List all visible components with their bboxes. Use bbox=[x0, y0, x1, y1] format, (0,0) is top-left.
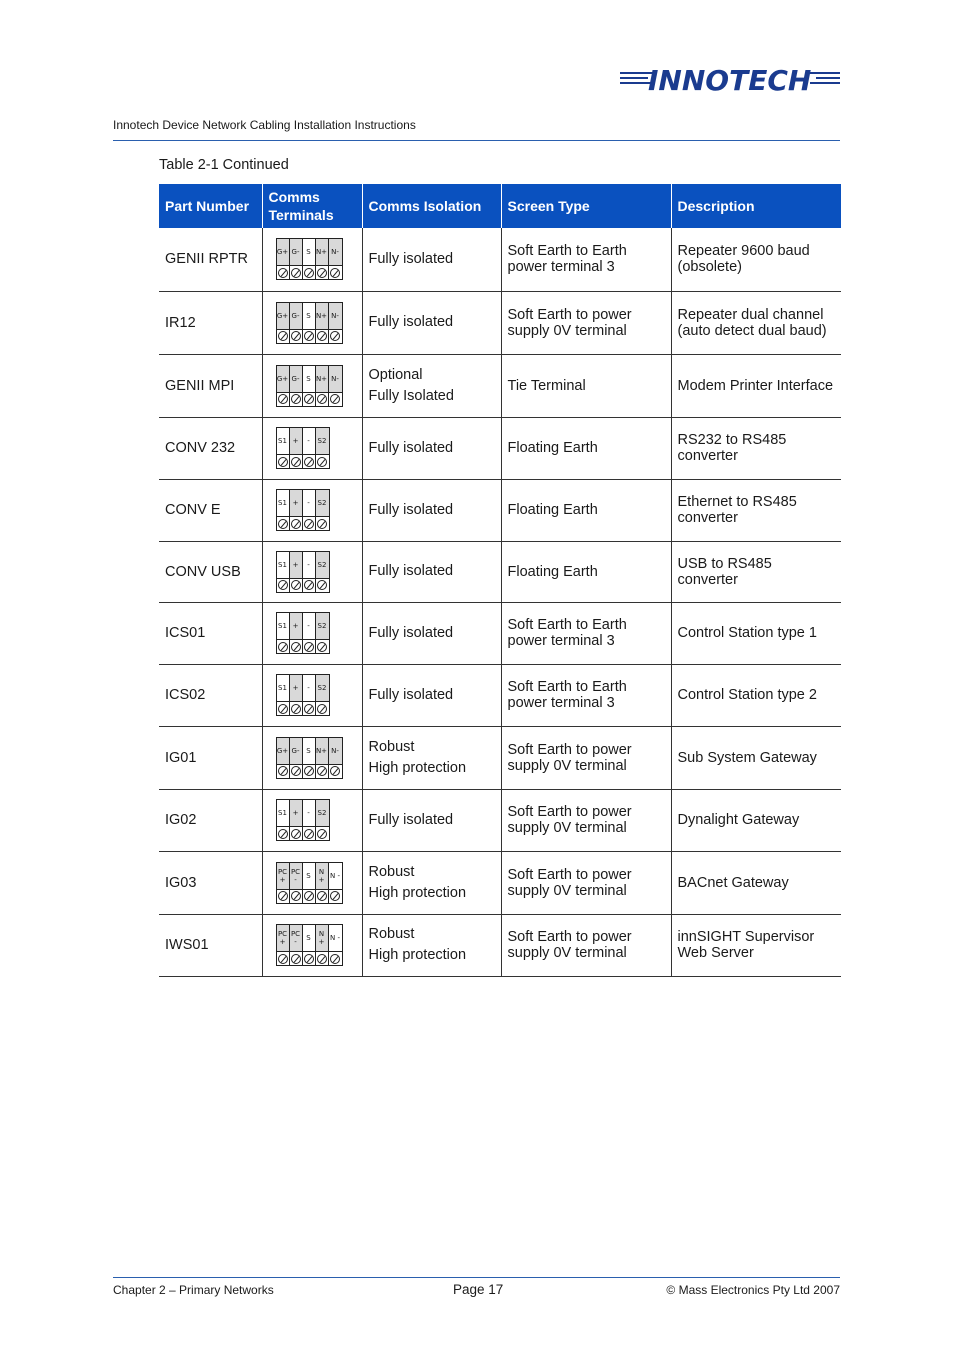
comms-terminals-cell bbox=[262, 541, 362, 602]
screw-terminal-icon bbox=[303, 827, 316, 840]
screw-terminal-icon bbox=[277, 517, 290, 530]
terminal-block-diagram bbox=[276, 924, 343, 966]
footer-chapter: Chapter 2 – Primary Networks bbox=[113, 1283, 274, 1297]
document-title: Innotech Device Network Cabling Installation Instructions bbox=[113, 118, 416, 132]
description-cell: USB to RS485 converter bbox=[671, 541, 841, 602]
footer-copyright: © Mass Electronics Pty Ltd 2007 bbox=[666, 1283, 840, 1297]
comms-terminals-cell bbox=[262, 291, 362, 354]
screw-terminal-icon bbox=[303, 517, 316, 530]
comms-terminals-cell bbox=[262, 914, 362, 976]
table-row bbox=[159, 541, 841, 602]
screw-terminal-icon bbox=[277, 827, 290, 840]
terminal-label: S2 bbox=[316, 613, 329, 639]
part-number-cell: CONV 232 bbox=[159, 417, 262, 479]
screen-type-cell: Soft Earth to power supply 0V terminal bbox=[501, 851, 671, 914]
terminal-label: G- bbox=[290, 366, 303, 392]
comms-terminals-cell bbox=[262, 789, 362, 851]
terminal-label: + bbox=[290, 675, 303, 701]
screen-type-cell: Soft Earth to power supply 0V terminal bbox=[501, 291, 671, 354]
part-number-cell: IG02 bbox=[159, 789, 262, 851]
screw-terminal-icon bbox=[277, 393, 290, 406]
screw-terminal-icon bbox=[329, 765, 342, 778]
terminal-block-diagram bbox=[276, 365, 343, 407]
table-row bbox=[159, 228, 841, 291]
screw-terminal-icon bbox=[277, 640, 290, 653]
terminal-block-diagram bbox=[276, 737, 343, 779]
terminal-label: S bbox=[303, 925, 316, 951]
description-cell: BACnet Gateway bbox=[671, 851, 841, 914]
comms-isolation-cell bbox=[362, 602, 501, 664]
terminal-label: S1 bbox=[277, 552, 290, 578]
screw-terminal-icon bbox=[277, 579, 290, 592]
screw-terminal-icon bbox=[316, 890, 329, 903]
description-cell: innSIGHT Supervisor Web Server bbox=[671, 914, 841, 976]
screw-terminal-icon bbox=[290, 827, 303, 840]
comms-terminals-cell bbox=[262, 417, 362, 479]
table-row bbox=[159, 726, 841, 789]
isolation-line: Fully isolated bbox=[368, 811, 454, 828]
screw-terminal-icon bbox=[290, 702, 303, 715]
screen-type-cell: Soft Earth to Earth power terminal 3 bbox=[501, 602, 671, 664]
table-row bbox=[159, 479, 841, 541]
screw-terminal-icon bbox=[290, 640, 303, 653]
screw-terminal-icon bbox=[316, 702, 329, 715]
terminal-label: S bbox=[303, 863, 316, 889]
terminal-label: N+ bbox=[316, 738, 329, 764]
comms-isolation-cell bbox=[362, 479, 501, 541]
table-row bbox=[159, 851, 841, 914]
isolation-line: Fully isolated bbox=[368, 439, 454, 456]
description-cell: Control Station type 1 bbox=[671, 602, 841, 664]
terminal-label: S1 bbox=[277, 428, 290, 454]
screw-terminal-icon bbox=[290, 393, 303, 406]
terminal-block-diagram bbox=[276, 427, 330, 469]
terminal-block-diagram bbox=[276, 238, 343, 280]
isolation-line: Robust bbox=[368, 738, 415, 755]
terminal-label: S2 bbox=[316, 428, 329, 454]
terminal-label: S2 bbox=[316, 552, 329, 578]
terminal-block-diagram bbox=[276, 799, 330, 841]
terminal-label: G+ bbox=[277, 303, 290, 329]
header-part-number: Part Number bbox=[159, 184, 262, 228]
terminal-label: G- bbox=[290, 239, 303, 265]
screw-terminal-icon bbox=[316, 640, 329, 653]
terminal-label: S bbox=[303, 303, 316, 329]
terminal-label: N+ bbox=[316, 239, 329, 265]
part-number-cell: IG03 bbox=[159, 851, 262, 914]
part-number-cell: GENII RPTR bbox=[159, 228, 262, 291]
screw-terminal-icon bbox=[316, 765, 329, 778]
screw-terminal-icon bbox=[303, 455, 316, 468]
innotech-logo-text: INNOTECH bbox=[648, 64, 812, 94]
terminal-block-diagram bbox=[276, 551, 330, 593]
terminal-block-diagram bbox=[276, 489, 330, 531]
terminal-block-diagram bbox=[276, 612, 330, 654]
screw-terminal-icon bbox=[303, 266, 316, 279]
terminal-label: + bbox=[290, 613, 303, 639]
terminal-label: S bbox=[303, 366, 316, 392]
header-comms-terminals: Comms Terminals bbox=[262, 184, 362, 228]
table-header-row bbox=[159, 184, 841, 228]
comms-isolation-cell bbox=[362, 541, 501, 602]
description-cell: Ethernet to RS485 converter bbox=[671, 479, 841, 541]
part-number-cell: GENII MPI bbox=[159, 354, 262, 417]
comms-isolation-cell bbox=[362, 228, 501, 291]
terminal-label: N + bbox=[316, 863, 329, 889]
terminal-label: S1 bbox=[277, 490, 290, 516]
description-cell: Modem Printer Interface bbox=[671, 354, 841, 417]
screw-terminal-icon bbox=[290, 517, 303, 530]
terminal-label: + bbox=[290, 490, 303, 516]
table-row bbox=[159, 789, 841, 851]
description-cell: Dynalight Gateway bbox=[671, 789, 841, 851]
terminal-label: - bbox=[303, 490, 316, 516]
screw-terminal-icon bbox=[316, 827, 329, 840]
table-row bbox=[159, 417, 841, 479]
terminal-label: - bbox=[303, 552, 316, 578]
terminal-label: - bbox=[303, 613, 316, 639]
terminal-label: G- bbox=[290, 303, 303, 329]
comms-terminals-cell bbox=[262, 602, 362, 664]
terminal-label: S1 bbox=[277, 613, 290, 639]
terminal-label: N - bbox=[330, 871, 340, 880]
terminal-label: G+ bbox=[277, 366, 290, 392]
part-number-cell: IWS01 bbox=[159, 914, 262, 976]
header-description: Description bbox=[671, 184, 841, 228]
terminal-label: - bbox=[303, 800, 316, 826]
isolation-line: Robust bbox=[368, 863, 415, 880]
isolation-line: Fully isolated bbox=[368, 250, 454, 267]
terminal-label: N + bbox=[316, 925, 329, 951]
screw-terminal-icon bbox=[316, 330, 329, 343]
screen-type-cell: Soft Earth to power supply 0V terminal bbox=[501, 726, 671, 789]
comms-terminals-cell bbox=[262, 228, 362, 291]
comms-terminals-cell bbox=[262, 354, 362, 417]
table-caption: Table 2-1 Continued bbox=[159, 157, 289, 173]
table-row bbox=[159, 291, 841, 354]
screw-terminal-icon bbox=[303, 765, 316, 778]
terminal-block-diagram bbox=[276, 674, 330, 716]
terminal-label: S2 bbox=[316, 675, 329, 701]
description-cell: RS232 to RS485 converter bbox=[671, 417, 841, 479]
screw-terminal-icon bbox=[277, 765, 290, 778]
screen-type-cell: Soft Earth to Earth power terminal 3 bbox=[501, 228, 671, 291]
description-cell: Control Station type 2 bbox=[671, 664, 841, 726]
header-screen-type: Screen Type bbox=[501, 184, 671, 228]
comms-terminals-cell bbox=[262, 851, 362, 914]
screw-terminal-icon bbox=[316, 266, 329, 279]
part-number-cell: CONV USB bbox=[159, 541, 262, 602]
terminal-label: N - bbox=[330, 934, 340, 942]
screen-type-cell: Floating Earth bbox=[501, 417, 671, 479]
footer-page-number: Page 17 bbox=[453, 1282, 504, 1297]
screw-terminal-icon bbox=[290, 266, 303, 279]
part-number-cell: ICS02 bbox=[159, 664, 262, 726]
screw-terminal-icon bbox=[316, 517, 329, 530]
isolation-line: Robust bbox=[368, 926, 415, 942]
innotech-logo bbox=[620, 64, 840, 94]
screw-terminal-icon bbox=[316, 455, 329, 468]
terminal-label: N+ bbox=[316, 303, 329, 329]
description-cell: Sub System Gateway bbox=[671, 726, 841, 789]
terminal-label: - bbox=[303, 428, 316, 454]
terminal-label: G- bbox=[290, 738, 303, 764]
terminal-label: - bbox=[303, 675, 316, 701]
screw-terminal-icon bbox=[290, 330, 303, 343]
screw-terminal-icon bbox=[277, 952, 290, 965]
screw-terminal-icon bbox=[303, 330, 316, 343]
screw-terminal-icon bbox=[290, 952, 303, 965]
screw-terminal-icon bbox=[329, 952, 342, 965]
isolation-line: Fully isolated bbox=[368, 686, 454, 703]
screw-terminal-icon bbox=[290, 890, 303, 903]
comms-isolation-cell bbox=[362, 417, 501, 479]
screw-terminal-icon bbox=[316, 579, 329, 592]
screw-terminal-icon bbox=[277, 890, 290, 903]
isolation-line: Optional bbox=[368, 366, 423, 383]
terminal-label: + bbox=[290, 800, 303, 826]
screw-terminal-icon bbox=[277, 330, 290, 343]
terminal-label: G+ bbox=[277, 239, 290, 265]
part-number-cell: CONV E bbox=[159, 479, 262, 541]
screw-terminal-icon bbox=[303, 579, 316, 592]
screw-terminal-icon bbox=[316, 952, 329, 965]
comms-isolation-cell bbox=[362, 914, 501, 976]
screw-terminal-icon bbox=[329, 393, 342, 406]
screw-terminal-icon bbox=[329, 890, 342, 903]
comms-isolation-cell bbox=[362, 354, 501, 417]
screen-type-cell: Floating Earth bbox=[501, 541, 671, 602]
screw-terminal-icon bbox=[303, 702, 316, 715]
screen-type-cell: Floating Earth bbox=[501, 479, 671, 541]
isolation-line: Fully Isolated bbox=[368, 387, 454, 404]
terminal-label: N+ bbox=[316, 366, 329, 392]
comms-isolation-cell bbox=[362, 851, 501, 914]
comms-isolation-cell bbox=[362, 291, 501, 354]
screen-type-cell: Soft Earth to power supply 0V terminal bbox=[501, 914, 671, 976]
screw-terminal-icon bbox=[303, 952, 316, 965]
isolation-line: Fully isolated bbox=[368, 563, 454, 579]
screw-terminal-icon bbox=[316, 393, 329, 406]
screw-terminal-icon bbox=[277, 702, 290, 715]
terminal-label: PC + bbox=[277, 925, 290, 951]
terminal-label: S bbox=[303, 738, 316, 764]
isolation-line: Fully isolated bbox=[368, 314, 454, 330]
terminal-block-diagram bbox=[276, 862, 343, 904]
table-row bbox=[159, 914, 841, 976]
terminal-label: S1 bbox=[277, 675, 290, 701]
terminal-label: PC - bbox=[290, 925, 303, 951]
screw-terminal-icon bbox=[290, 765, 303, 778]
comms-isolation-cell bbox=[362, 789, 501, 851]
terminal-label: N- bbox=[329, 738, 342, 764]
footer-divider bbox=[113, 1277, 840, 1278]
isolation-line: High protection bbox=[368, 884, 467, 901]
isolation-line: Fully isolated bbox=[368, 501, 454, 518]
terminal-label: G+ bbox=[277, 738, 290, 764]
table-row bbox=[159, 354, 841, 417]
terminal-label: PC + bbox=[277, 863, 290, 889]
screen-type-cell: Soft Earth to power supply 0V terminal bbox=[501, 789, 671, 851]
part-number-cell: ICS01 bbox=[159, 602, 262, 664]
isolation-line: High protection bbox=[368, 759, 467, 776]
terminal-label: S2 bbox=[316, 800, 329, 826]
screw-terminal-icon bbox=[303, 393, 316, 406]
screw-terminal-icon bbox=[303, 640, 316, 653]
terminal-label: + bbox=[290, 552, 303, 578]
screw-terminal-icon bbox=[290, 579, 303, 592]
description-cell: Repeater 9600 baud (obsolete) bbox=[671, 228, 841, 291]
screen-type-cell: Tie Terminal bbox=[501, 354, 671, 417]
description-cell: Repeater dual channel (auto detect dual baud) bbox=[671, 291, 841, 354]
comms-isolation-cell bbox=[362, 664, 501, 726]
terminal-label: PC - bbox=[290, 863, 303, 889]
screw-terminal-icon bbox=[303, 890, 316, 903]
terminal-label: N- bbox=[329, 303, 342, 329]
screw-terminal-icon bbox=[290, 455, 303, 468]
isolation-line: Fully isolated bbox=[368, 624, 454, 641]
terminal-label: N- bbox=[329, 239, 342, 265]
terminal-block-diagram bbox=[276, 302, 343, 344]
terminal-label: S2 bbox=[316, 490, 329, 516]
comms-terminals-cell bbox=[262, 479, 362, 541]
screw-terminal-icon bbox=[329, 266, 342, 279]
screw-terminal-icon bbox=[329, 330, 342, 343]
header-comms-isolation: Comms Isolation bbox=[362, 184, 501, 228]
part-number-cell: IG01 bbox=[159, 726, 262, 789]
terminal-label: N- bbox=[329, 366, 342, 392]
part-number-cell: IR12 bbox=[159, 291, 262, 354]
device-table bbox=[159, 184, 841, 977]
terminal-label: + bbox=[290, 428, 303, 454]
screw-terminal-icon bbox=[277, 266, 290, 279]
terminal-label: S1 bbox=[277, 800, 290, 826]
comms-terminals-cell bbox=[262, 664, 362, 726]
terminal-label: S bbox=[303, 239, 316, 265]
screw-terminal-icon bbox=[277, 455, 290, 468]
comms-isolation-cell bbox=[362, 726, 501, 789]
header-divider bbox=[113, 140, 840, 141]
table-row bbox=[159, 664, 841, 726]
screen-type-cell: Soft Earth to Earth power terminal 3 bbox=[501, 664, 671, 726]
table-row bbox=[159, 602, 841, 664]
comms-terminals-cell bbox=[262, 726, 362, 789]
isolation-line: High protection bbox=[368, 947, 467, 963]
